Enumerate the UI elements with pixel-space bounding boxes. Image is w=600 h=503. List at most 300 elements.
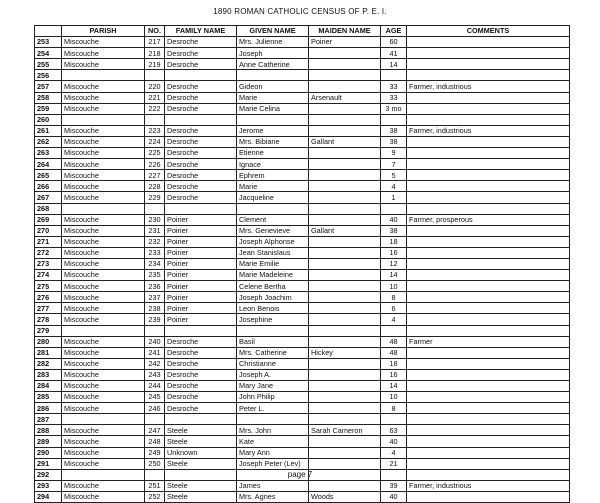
cell-comments: [407, 203, 570, 214]
cell-line-number: 274: [35, 270, 62, 281]
cell-given-name: Kate: [237, 436, 309, 447]
cell-parish: Miscouche: [62, 214, 145, 225]
cell-given-name: Marie: [237, 181, 309, 192]
cell-family-name: Poirier: [165, 281, 237, 292]
cell-maiden-name: [309, 258, 381, 269]
cell-parish: Miscouche: [62, 358, 145, 369]
cell-given-name: Jean Stanislaus: [237, 247, 309, 258]
cell-age: 18: [381, 236, 407, 247]
cell-age: 16: [381, 247, 407, 258]
cell-no: 241: [145, 347, 165, 358]
cell-family-name: Steele: [165, 491, 237, 502]
cell-line-number: 254: [35, 48, 62, 59]
cell-family-name: Poirier: [165, 225, 237, 236]
cell-line-number: 273: [35, 258, 62, 269]
cell-age: 40: [381, 491, 407, 502]
cell-given-name: Jerome: [237, 125, 309, 136]
cell-given-name: Josephine: [237, 314, 309, 325]
cell-comments: [407, 347, 570, 358]
table-row: [35, 403, 570, 414]
cell-given-name: Mrs. Agnes: [237, 491, 309, 502]
cell-given-name: Mary Jane: [237, 381, 309, 392]
cell-no: 227: [145, 170, 165, 181]
col-header-comments: COMMENTS: [407, 26, 570, 37]
cell-maiden-name: [309, 314, 381, 325]
cell-family-name: Unknown: [165, 447, 237, 458]
cell-maiden-name: [309, 358, 381, 369]
cell-age: 18: [381, 358, 407, 369]
cell-maiden-name: [309, 103, 381, 114]
cell-no: 220: [145, 81, 165, 92]
table-row: [35, 425, 570, 436]
cell-maiden-name: Gallant: [309, 225, 381, 236]
cell-given-name: Marie Celina: [237, 103, 309, 114]
cell-line-number: 293: [35, 480, 62, 491]
cell-no: 221: [145, 92, 165, 103]
cell-maiden-name: [309, 480, 381, 491]
cell-comments: [407, 37, 570, 48]
cell-given-name: Joseph: [237, 48, 309, 59]
cell-parish: Miscouche: [62, 336, 145, 347]
cell-parish: Miscouche: [62, 247, 145, 258]
cell-no: 252: [145, 491, 165, 502]
cell-maiden-name: [309, 270, 381, 281]
cell-no: 236: [145, 281, 165, 292]
cell-no: 240: [145, 336, 165, 347]
cell-no: [145, 325, 165, 336]
cell-family-name: Desroche: [165, 136, 237, 147]
cell-maiden-name: Woods: [309, 491, 381, 502]
cell-given-name: [237, 325, 309, 336]
cell-age: 33: [381, 81, 407, 92]
cell-no: 237: [145, 292, 165, 303]
cell-no: [145, 203, 165, 214]
cell-age: [381, 114, 407, 125]
cell-line-number: 268: [35, 203, 62, 214]
cell-maiden-name: [309, 414, 381, 425]
cell-age: 8: [381, 292, 407, 303]
cell-no: 248: [145, 436, 165, 447]
cell-no: 247: [145, 425, 165, 436]
cell-no: [145, 70, 165, 81]
cell-family-name: Poirier: [165, 314, 237, 325]
cell-family-name: [165, 203, 237, 214]
cell-family-name: Desroche: [165, 125, 237, 136]
cell-parish: Miscouche: [62, 225, 145, 236]
table-row: [35, 325, 570, 336]
cell-line-number: 267: [35, 192, 62, 203]
cell-maiden-name: Sarah Cameron: [309, 425, 381, 436]
cell-comments: Farmer, prosperous: [407, 214, 570, 225]
cell-comments: Farmer, industrious: [407, 81, 570, 92]
cell-comments: [407, 70, 570, 81]
cell-no: [145, 414, 165, 425]
cell-no: 245: [145, 392, 165, 403]
table-row: [35, 270, 570, 281]
cell-line-number: 271: [35, 236, 62, 247]
cell-line-number: 281: [35, 347, 62, 358]
cell-comments: [407, 170, 570, 181]
cell-parish: [62, 203, 145, 214]
table-row: [35, 37, 570, 48]
col-header-parish: PARISH: [62, 26, 145, 37]
cell-comments: [407, 181, 570, 192]
page-number: page 7: [287, 470, 313, 479]
cell-no: 243: [145, 369, 165, 380]
cell-age: 48: [381, 347, 407, 358]
cell-family-name: Desroche: [165, 148, 237, 159]
cell-family-name: Poirier: [165, 236, 237, 247]
cell-line-number: 253: [35, 37, 62, 48]
table-row: [35, 414, 570, 425]
cell-given-name: James: [237, 480, 309, 491]
cell-line-number: 260: [35, 114, 62, 125]
cell-no: 246: [145, 403, 165, 414]
cell-comments: [407, 281, 570, 292]
table-row: [35, 225, 570, 236]
cell-no: 251: [145, 480, 165, 491]
cell-comments: [407, 369, 570, 380]
cell-parish: Miscouche: [62, 458, 145, 469]
table-row: [35, 114, 570, 125]
cell-given-name: Mrs. John: [237, 425, 309, 436]
cell-given-name: Clement: [237, 214, 309, 225]
cell-age: 63: [381, 425, 407, 436]
cell-age: 10: [381, 392, 407, 403]
cell-parish: Miscouche: [62, 236, 145, 247]
cell-family-name: [165, 70, 237, 81]
cell-maiden-name: [309, 236, 381, 247]
cell-maiden-name: [309, 203, 381, 214]
cell-given-name: [237, 114, 309, 125]
cell-age: 16: [381, 369, 407, 380]
cell-no: 232: [145, 236, 165, 247]
cell-comments: [407, 59, 570, 70]
cell-no: 228: [145, 181, 165, 192]
cell-line-number: 283: [35, 369, 62, 380]
cell-family-name: [165, 325, 237, 336]
table-row: [35, 480, 570, 491]
table-row: [35, 392, 570, 403]
table-row: [35, 314, 570, 325]
cell-comments: [407, 414, 570, 425]
cell-age: 48: [381, 336, 407, 347]
cell-parish: Miscouche: [62, 103, 145, 114]
cell-line-number: 275: [35, 281, 62, 292]
cell-age: 4: [381, 181, 407, 192]
cell-comments: [407, 292, 570, 303]
cell-family-name: Desroche: [165, 103, 237, 114]
cell-no: 230: [145, 214, 165, 225]
cell-no: 239: [145, 314, 165, 325]
header-row: [35, 26, 570, 37]
cell-no: 223: [145, 125, 165, 136]
table-row: [35, 170, 570, 181]
cell-family-name: [165, 414, 237, 425]
cell-given-name: Joseph Joachim: [237, 292, 309, 303]
cell-parish: Miscouche: [62, 447, 145, 458]
cell-given-name: Leon Benois: [237, 303, 309, 314]
cell-family-name: Steele: [165, 425, 237, 436]
cell-family-name: Poirier: [165, 292, 237, 303]
cell-line-number: 272: [35, 247, 62, 258]
cell-line-number: 284: [35, 381, 62, 392]
cell-maiden-name: [309, 148, 381, 159]
cell-line-number: 256: [35, 70, 62, 81]
cell-line-number: 270: [35, 225, 62, 236]
table-row: [35, 181, 570, 192]
table-row: [35, 236, 570, 247]
table-row: [35, 203, 570, 214]
cell-age: 38: [381, 225, 407, 236]
page-title: 1890 ROMAN CATHOLIC CENSUS OF P. E. I.: [213, 7, 387, 16]
table-row: [35, 491, 570, 502]
cell-comments: [407, 103, 570, 114]
cell-given-name: Mrs. Julienne: [237, 37, 309, 48]
cell-parish: Miscouche: [62, 381, 145, 392]
cell-comments: [407, 425, 570, 436]
table-row: [35, 136, 570, 147]
table-row: [35, 303, 570, 314]
cell-maiden-name: [309, 159, 381, 170]
cell-given-name: Mrs. Bibiane: [237, 136, 309, 147]
table-row: [35, 214, 570, 225]
cell-family-name: Desroche: [165, 159, 237, 170]
cell-age: [381, 70, 407, 81]
cell-no: 218: [145, 48, 165, 59]
cell-parish: Miscouche: [62, 170, 145, 181]
cell-family-name: Desroche: [165, 181, 237, 192]
cell-age: 7: [381, 159, 407, 170]
cell-given-name: Jacqueline: [237, 192, 309, 203]
cell-line-number: 255: [35, 59, 62, 70]
cell-family-name: Desroche: [165, 59, 237, 70]
cell-comments: [407, 392, 570, 403]
cell-line-number: 278: [35, 314, 62, 325]
cell-parish: Miscouche: [62, 347, 145, 358]
cell-comments: [407, 325, 570, 336]
cell-line-number: 288: [35, 425, 62, 436]
cell-parish: Miscouche: [62, 136, 145, 147]
cell-family-name: Poirier: [165, 258, 237, 269]
cell-family-name: Desroche: [165, 92, 237, 103]
cell-age: 10: [381, 281, 407, 292]
cell-no: 224: [145, 136, 165, 147]
cell-maiden-name: Arsenault: [309, 92, 381, 103]
cell-no: 226: [145, 159, 165, 170]
cell-age: [381, 203, 407, 214]
cell-line-number: 287: [35, 414, 62, 425]
cell-family-name: Desroche: [165, 347, 237, 358]
cell-family-name: Desroche: [165, 369, 237, 380]
cell-parish: Miscouche: [62, 181, 145, 192]
cell-given-name: [237, 414, 309, 425]
cell-parish: [62, 325, 145, 336]
cell-maiden-name: [309, 392, 381, 403]
cell-line-number: 259: [35, 103, 62, 114]
cell-age: 14: [381, 59, 407, 70]
cell-given-name: Joseph A.: [237, 369, 309, 380]
cell-age: 14: [381, 381, 407, 392]
cell-no: 231: [145, 225, 165, 236]
cell-maiden-name: [309, 181, 381, 192]
table-row: [35, 347, 570, 358]
cell-age: 21: [381, 458, 407, 469]
cell-given-name: Etienne: [237, 148, 309, 159]
cell-no: 233: [145, 247, 165, 258]
cell-age: 6: [381, 303, 407, 314]
col-header-no: NO.: [145, 26, 165, 37]
cell-no: 235: [145, 270, 165, 281]
cell-age: [381, 414, 407, 425]
cell-maiden-name: [309, 70, 381, 81]
cell-line-number: 262: [35, 136, 62, 147]
cell-given-name: Celene Bertha: [237, 281, 309, 292]
census-table: [34, 25, 570, 503]
cell-line-number: 257: [35, 81, 62, 92]
cell-line-number: 289: [35, 436, 62, 447]
cell-parish: Miscouche: [62, 81, 145, 92]
cell-given-name: Gideon: [237, 81, 309, 92]
table-row: [35, 48, 570, 59]
cell-no: 217: [145, 37, 165, 48]
cell-comments: [407, 148, 570, 159]
cell-comments: [407, 491, 570, 502]
cell-maiden-name: [309, 403, 381, 414]
cell-comments: [407, 436, 570, 447]
table-row: [35, 436, 570, 447]
cell-given-name: Mary Ann: [237, 447, 309, 458]
cell-comments: [407, 358, 570, 369]
cell-given-name: Ephrem: [237, 170, 309, 181]
cell-line-number: 279: [35, 325, 62, 336]
cell-parish: Miscouche: [62, 281, 145, 292]
cell-line-number: 266: [35, 181, 62, 192]
cell-given-name: Mrs. Catherine: [237, 347, 309, 358]
cell-parish: Miscouche: [62, 303, 145, 314]
cell-parish: Miscouche: [62, 192, 145, 203]
cell-family-name: Desroche: [165, 48, 237, 59]
cell-comments: [407, 92, 570, 103]
table-row: [35, 81, 570, 92]
cell-age: 40: [381, 214, 407, 225]
cell-given-name: [237, 70, 309, 81]
cell-parish: Miscouche: [62, 159, 145, 170]
cell-parish: Miscouche: [62, 270, 145, 281]
cell-given-name: [237, 203, 309, 214]
cell-no: 249: [145, 447, 165, 458]
cell-line-number: 264: [35, 159, 62, 170]
cell-maiden-name: [309, 59, 381, 70]
cell-parish: Miscouche: [62, 292, 145, 303]
cell-maiden-name: [309, 170, 381, 181]
cell-parish: Miscouche: [62, 314, 145, 325]
table-row: [35, 192, 570, 203]
table-row: [35, 258, 570, 269]
cell-comments: [407, 270, 570, 281]
cell-comments: [407, 458, 570, 469]
cell-age: 9: [381, 148, 407, 159]
cell-given-name: Marie Emilie: [237, 258, 309, 269]
cell-maiden-name: Gallant: [309, 136, 381, 147]
table-row: [35, 103, 570, 114]
cell-family-name: Desroche: [165, 358, 237, 369]
cell-comments: [407, 236, 570, 247]
cell-age: 38: [381, 125, 407, 136]
cell-age: 8: [381, 403, 407, 414]
cell-line-number: 269: [35, 214, 62, 225]
cell-line-number: 258: [35, 92, 62, 103]
cell-age: 60: [381, 37, 407, 48]
cell-line-number: 261: [35, 125, 62, 136]
cell-maiden-name: [309, 81, 381, 92]
cell-no: 250: [145, 458, 165, 469]
cell-age: 40: [381, 436, 407, 447]
cell-no: 244: [145, 381, 165, 392]
cell-family-name: Poirier: [165, 270, 237, 281]
cell-age: 4: [381, 447, 407, 458]
census-body: [35, 37, 570, 503]
cell-maiden-name: [309, 125, 381, 136]
cell-age: [381, 325, 407, 336]
table-row: [35, 247, 570, 258]
cell-comments: [407, 225, 570, 236]
cell-parish: [62, 70, 145, 81]
cell-family-name: Desroche: [165, 192, 237, 203]
cell-maiden-name: [309, 336, 381, 347]
table-row: [35, 70, 570, 81]
cell-family-name: Steele: [165, 458, 237, 469]
table-row: [35, 458, 570, 469]
cell-age: 3 mo: [381, 103, 407, 114]
col-header-age: AGE: [381, 26, 407, 37]
cell-age: 33: [381, 92, 407, 103]
cell-maiden-name: [309, 458, 381, 469]
cell-no: [145, 114, 165, 125]
cell-family-name: Desroche: [165, 336, 237, 347]
cell-age: 41: [381, 48, 407, 59]
table-row: [35, 159, 570, 170]
cell-comments: Farmer: [407, 336, 570, 347]
table-row: [35, 358, 570, 369]
cell-maiden-name: [309, 192, 381, 203]
cell-no: 234: [145, 258, 165, 269]
table-row: [35, 281, 570, 292]
cell-maiden-name: Poirier: [309, 37, 381, 48]
cell-parish: Miscouche: [62, 403, 145, 414]
cell-line-number: 282: [35, 358, 62, 369]
cell-no: 229: [145, 192, 165, 203]
cell-family-name: Poirier: [165, 303, 237, 314]
table-row: [35, 148, 570, 159]
cell-maiden-name: [309, 48, 381, 59]
table-row: [35, 92, 570, 103]
cell-maiden-name: [309, 436, 381, 447]
table-row: [35, 336, 570, 347]
cell-age: 5: [381, 170, 407, 181]
cell-given-name: Marie: [237, 92, 309, 103]
cell-maiden-name: [309, 247, 381, 258]
table-row: [35, 292, 570, 303]
cell-given-name: Basil: [237, 336, 309, 347]
cell-comments: [407, 258, 570, 269]
cell-line-number: 280: [35, 336, 62, 347]
cell-parish: Miscouche: [62, 59, 145, 70]
cell-parish: [62, 414, 145, 425]
cell-parish: Miscouche: [62, 125, 145, 136]
cell-line-number: 263: [35, 148, 62, 159]
cell-parish: [62, 114, 145, 125]
